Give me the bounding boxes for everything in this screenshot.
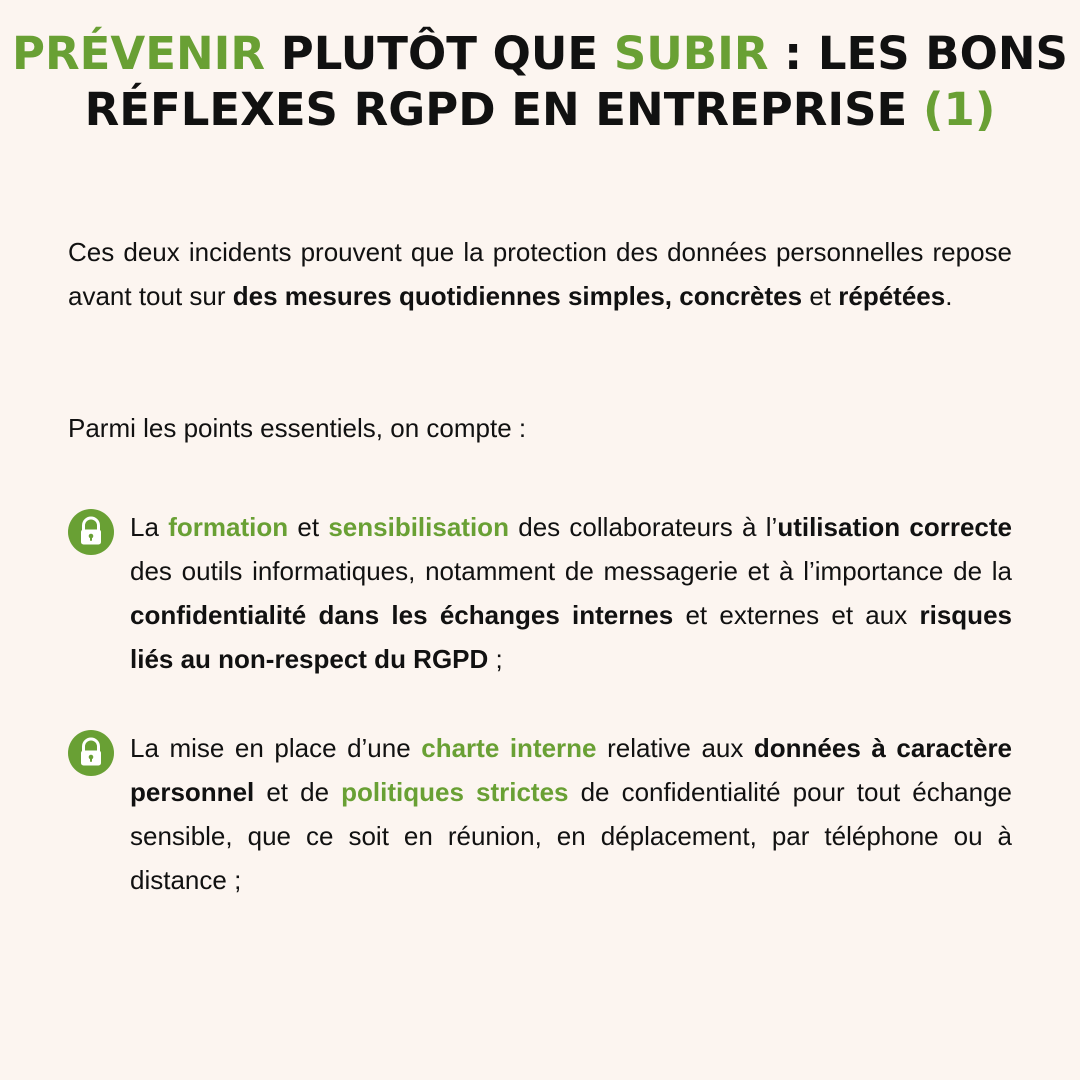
lock-icon bbox=[68, 509, 114, 555]
intro-text: . bbox=[945, 281, 953, 311]
item-emphasis: risques liés au non-respect du RGPD bbox=[130, 600, 1012, 674]
item-text-run: et bbox=[288, 512, 329, 542]
intro-emphasis: répétées bbox=[838, 281, 946, 311]
item-text-run: La bbox=[130, 512, 169, 542]
item-text-run: des collaborateurs à l’ bbox=[508, 512, 778, 542]
list-item-text bbox=[130, 505, 1012, 681]
title-text: RÉFLEXES RGPD EN ENTREPRISE bbox=[84, 83, 923, 136]
item-highlight: politiques strictes bbox=[341, 777, 569, 807]
lead-sentence: Parmi les points essentiels, on compte : bbox=[68, 413, 527, 443]
title-line-2 bbox=[85, 83, 996, 136]
title-highlight-subir: SUBIR bbox=[613, 27, 769, 80]
item-text-run: et de bbox=[254, 777, 342, 807]
title-highlight-prevenir: PRÉVENIR bbox=[12, 27, 266, 80]
list-item-text bbox=[130, 726, 1012, 902]
title-line-1 bbox=[12, 27, 1068, 80]
item-emphasis: données à caractère personnel bbox=[130, 733, 1013, 807]
item-text-run: et externes et aux bbox=[673, 600, 920, 630]
item-text-run: La mise en place d’une bbox=[130, 733, 422, 763]
intro-text: et bbox=[802, 281, 839, 311]
page-title bbox=[0, 26, 1080, 138]
item-text-run: relative aux bbox=[596, 733, 754, 763]
item-text-run: ; bbox=[488, 644, 503, 674]
item-highlight: sensibilisation bbox=[328, 512, 509, 542]
item-emphasis: utilisation correcte bbox=[777, 512, 1012, 542]
item-emphasis: confidentialité dans les échanges internes bbox=[130, 600, 674, 630]
item-highlight: formation bbox=[168, 512, 289, 542]
title-text: PLUTÔT QUE bbox=[265, 27, 614, 80]
lock-icon bbox=[68, 730, 114, 776]
intro-paragraph bbox=[68, 230, 1012, 318]
title-text: : LES BONS bbox=[768, 27, 1068, 80]
title-part-number: (1) bbox=[922, 83, 996, 136]
item-text-run: de confidentialité pour tout échange sensible, que ce soit en réunion, en déplacement, par téléphone ou à distance ; bbox=[130, 777, 1013, 895]
item-text-run: des outils informatiques, notamment de messagerie et à l’importance de la bbox=[130, 556, 1012, 586]
intro-text: Ces deux incidents prouvent que la protection des données personnelles repose avant tout sur bbox=[68, 237, 1012, 311]
intro-emphasis: des mesures quotidiennes simples, concrètes bbox=[232, 281, 803, 311]
item-highlight: charte interne bbox=[421, 733, 597, 763]
